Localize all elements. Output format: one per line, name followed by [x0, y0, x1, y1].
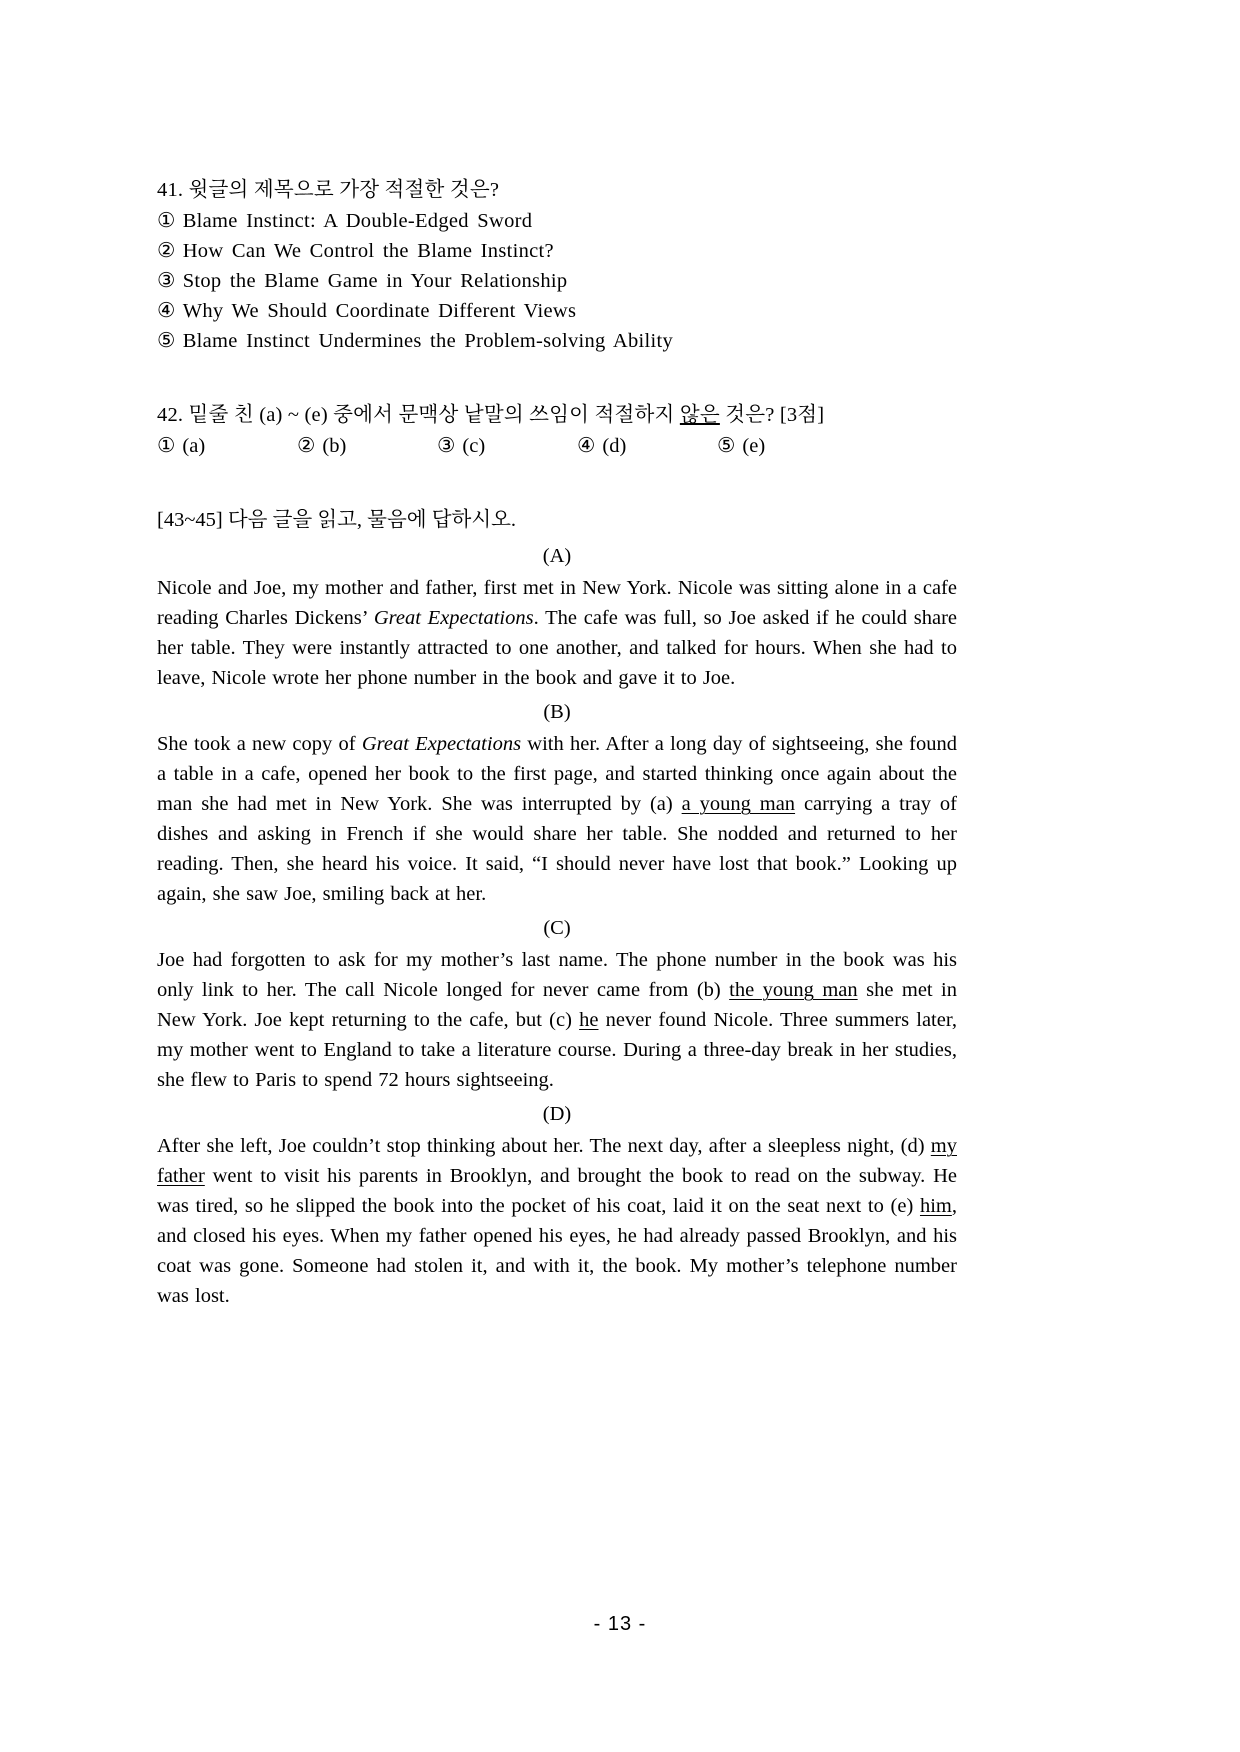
choice-label: Why We Should Coordinate Different Views: [182, 300, 577, 322]
page-number: - 13 -: [593, 1613, 647, 1635]
page-content: [157, 175, 957, 1311]
question-42-stem-before: 42. 밑줄 친 (a) ~ (e) 중에서 문맥상 낱말의 쓰임이 적절하지: [157, 404, 680, 426]
question-42-choice-1[interactable]: [157, 431, 297, 461]
text-run: went to visit his parents in Brooklyn, and brought the book to read on the subway. He was tired, so he slipped the book into the pocket of his coat, laid it on the seat next to (e): [157, 1165, 957, 1217]
underlined-phrase: him: [919, 1195, 952, 1217]
choice-label: (d): [602, 435, 627, 457]
passage-b-text: [157, 729, 957, 909]
italic-title: Great Expectations: [373, 607, 534, 629]
choice-label: Blame Instinct Undermines the Problem-solving Ability: [182, 330, 674, 352]
passage-a-text: [157, 573, 957, 693]
underlined-phrase: my father: [157, 1135, 957, 1187]
text-run: , and closed his eyes. When my father opened his eyes, he had already passed Brooklyn, and his coat was gone. Someone had stolen it, and with it, the book. My mother’s telephone number was lost.: [157, 1195, 957, 1307]
text-run: never found Nicole. Three summers later, my mother went to England to take a literature course. During a three-day break in her studies, she flew to Paris to spend 72 hours sightseeing.: [157, 1009, 957, 1091]
passage-label-d: (D): [542, 1103, 572, 1125]
text-run: ’: [361, 607, 368, 629]
question-41-choice-5[interactable]: [157, 326, 957, 356]
choice-number: ②: [157, 240, 176, 262]
question-42-choices: [157, 431, 957, 461]
choice-label: (e): [742, 435, 766, 457]
text-run: carrying a tray of dishes and asking in French if she would share her table. She nodded and returned to her reading. Then, she heard his voice. It said, “I should never have lost that book.” Looking up again, she saw Joe, smiling back at her.: [157, 793, 957, 905]
choice-label: Blame Instinct: A Double-Edged Sword: [182, 210, 533, 232]
question-42-choice-3[interactable]: [437, 431, 577, 461]
text-run: . The cafe was full, so Joe asked if he could share her table. They were instantly attracted to one another, and talked for hours. When she had to leave, Nicole wrote her phone number in the book and gave it to Joe.: [157, 607, 958, 689]
question-42-stem: [157, 400, 957, 430]
choice-number: ①: [157, 435, 176, 457]
text-run: She took a new copy of: [157, 733, 362, 755]
choice-label: (c): [462, 435, 486, 457]
choice-number: ③: [437, 435, 456, 457]
question-42-choice-2[interactable]: [297, 431, 437, 461]
text-run: [367, 607, 374, 629]
question-41: [157, 175, 957, 356]
text-run: with her. After a long day of sightseeing, she found a table in a cafe, opened her book to the first page, and started thinking once again about the man she had met in New York. She was interrupted by (a): [157, 733, 958, 815]
question-42-stem-after: 것은? [3점]: [719, 404, 825, 426]
question-42-choice-4[interactable]: [577, 431, 717, 461]
italic-title: Great Expectations: [361, 733, 522, 755]
underlined-phrase: the young man: [729, 979, 858, 1001]
question-41-stem: 41. 윗글의 제목으로 가장 적절한 것은?: [157, 179, 500, 201]
spacer: [157, 465, 957, 505]
choice-label: How Can We Control the Blame Instinct?: [182, 240, 554, 262]
choice-label: (b): [322, 435, 347, 457]
question-42: [157, 400, 957, 461]
choice-number: ④: [577, 435, 596, 457]
choice-label: (a): [182, 435, 206, 457]
passage-label-c: (C): [543, 917, 571, 939]
spacer: [157, 360, 957, 400]
passage-d-text: [157, 1131, 957, 1311]
reading-set-43-45: [157, 505, 957, 1311]
reading-set-instruction: [43~45] 다음 글을 읽고, 물음에 답하시오.: [157, 509, 517, 531]
question-41-choice-3[interactable]: [157, 266, 957, 296]
question-41-choice-4[interactable]: [157, 296, 957, 326]
passage-c-text: [157, 945, 957, 1095]
choice-number: ④: [157, 300, 176, 322]
text-run: Joe had forgotten to ask for my mother’s last name. The phone number in the book was his only link to her. The call Nicole longed for never came from (b): [157, 949, 957, 1001]
underlined-phrase: he: [579, 1009, 599, 1031]
passage-label-a: (A): [542, 545, 572, 567]
question-41-choice-1[interactable]: [157, 206, 957, 236]
underlined-phrase: a young man: [681, 793, 796, 815]
text-run: she met in New York. Joe kept returning to the cafe, but (c): [157, 979, 957, 1031]
choice-number: ⑤: [717, 435, 736, 457]
question-41-choice-2[interactable]: [157, 236, 957, 266]
text-run: Nicole and Joe, my mother and father, first met in New York. Nicole was sitting alone in a cafe reading Charles Dickens: [157, 577, 957, 629]
text-run: After she left, Joe couldn’t stop thinking about her. The next day, after a sleepless night, (d): [157, 1135, 931, 1157]
question-42-stem-emphasis: 않은: [679, 404, 720, 426]
choice-number: ③: [157, 270, 176, 292]
choice-number: ①: [157, 210, 176, 232]
choice-label: Stop the Blame Game in Your Relationship: [182, 270, 568, 292]
question-42-choice-5[interactable]: [717, 431, 857, 461]
choice-number: ②: [297, 435, 316, 457]
choice-number: ⑤: [157, 330, 176, 352]
passage-label-b: (B): [543, 701, 571, 723]
